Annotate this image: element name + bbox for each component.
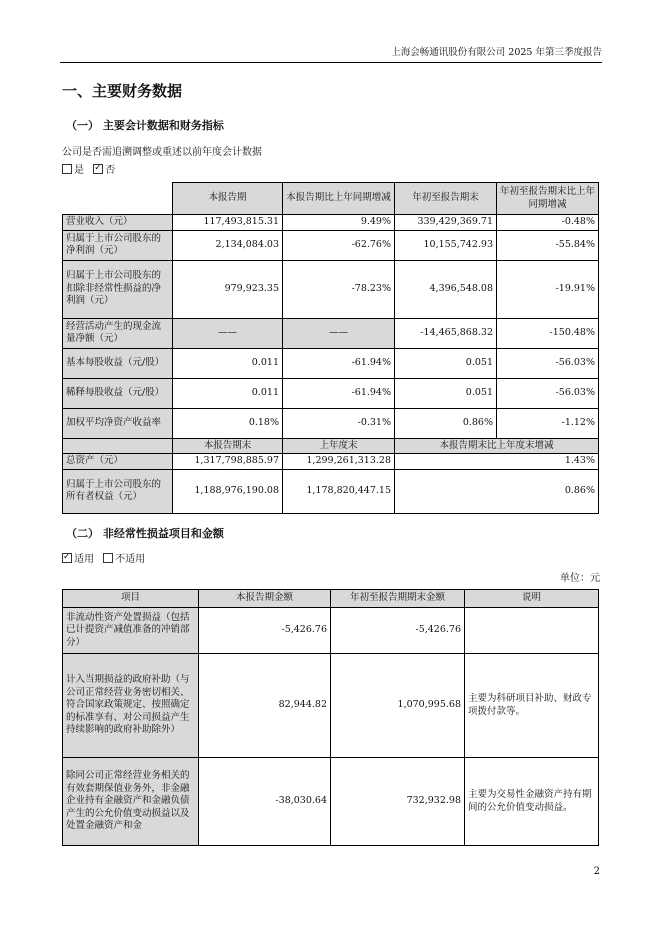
table1-col-current: 本报告期: [173, 183, 283, 215]
section-title: 一、主要财务数据: [62, 82, 183, 100]
cell: 4,396,548.08: [395, 260, 497, 318]
table2-header-row: [63, 590, 599, 608]
cell-na: ——: [283, 318, 395, 348]
subsection-title-1: （一） 主要会计数据和财务指标: [66, 119, 224, 132]
cell-note: 主要为科研项目补助、财政专项拨付款等。: [465, 654, 599, 758]
table1-header-row: [63, 183, 599, 215]
unit-label: 单位：元: [560, 573, 600, 584]
cell: -150.48%: [497, 318, 599, 348]
checkbox-yes[interactable]: [62, 164, 72, 174]
cell: -0.48%: [497, 215, 599, 231]
row-label: 非流动性资产处置损益（包括已计提资产减值准备的冲销部分）: [63, 608, 199, 654]
cell: 0.86%: [395, 469, 599, 513]
table-row: [63, 318, 599, 348]
table2-col-ytd: 年初至报告期期末金额: [331, 590, 465, 608]
row-label: 归属于上市公司股东的所有者权益（元）: [63, 469, 173, 513]
table1-col-ytd-change: 年初至报告期末比上年同期增减: [497, 183, 599, 215]
table1-col-prior-year-end: 上年度末: [283, 438, 395, 454]
option-applicable-label: 适用: [74, 554, 94, 565]
cell: 0.051: [395, 378, 497, 408]
cell: -38,030.64: [199, 758, 331, 846]
cell: 82,944.82: [199, 654, 331, 758]
cell: -61.94%: [283, 378, 395, 408]
cell: -1.12%: [497, 408, 599, 438]
cell-na: ——: [173, 318, 283, 348]
page-header: [60, 46, 602, 63]
table-row: [63, 608, 599, 654]
table-row: [63, 260, 599, 318]
row-label: 归属于上市公司股东的净利润（元）: [63, 230, 173, 260]
cell: -55.84%: [497, 230, 599, 260]
cell: 0.18%: [173, 408, 283, 438]
cell: 0.011: [173, 348, 283, 378]
cell: 0.051: [395, 348, 497, 378]
table-row: [63, 348, 599, 378]
table-row: [63, 378, 599, 408]
row-label: 加权平均净资产收益率: [63, 408, 173, 438]
cell: -78.23%: [283, 260, 395, 318]
cell: 1,178,820,447.15: [283, 469, 395, 513]
key-financial-table: [62, 182, 599, 514]
cell: 0.011: [173, 378, 283, 408]
table-row: [63, 230, 599, 260]
restatement-question: 公司是否需追溯调整或重述以前年度会计数据: [62, 147, 262, 158]
option-not-applicable-label: 不适用: [115, 554, 146, 565]
option-yes-label: 是: [74, 165, 84, 176]
table1-col-ytd: 年初至报告期末: [395, 183, 497, 215]
row-label: 营业收入（元）: [63, 215, 173, 231]
cell: -5,426.76: [199, 608, 331, 654]
row-label: 除同公司正常经营业务相关的有效套期保值业务外，非金融企业持有金融资产和金融负债产生的公允价值变动损益以及处置金融资产和金: [63, 758, 199, 846]
table-row: [63, 469, 599, 513]
cell: 117,493,815.31: [173, 215, 283, 231]
cell-note: [465, 608, 599, 654]
cell: 1,317,798,885.97: [173, 454, 283, 470]
table1-subheader-row: [63, 438, 599, 454]
cell: 1.43%: [395, 454, 599, 470]
cell: 339,429,369.71: [395, 215, 497, 231]
cell: 1,070,995.68: [331, 654, 465, 758]
applicability-options: [62, 553, 145, 567]
subsection-title-2: （二） 非经常性损益项目和金额: [66, 527, 224, 540]
table1-col-period-change: 本报告期末比上年度末增减: [395, 438, 599, 454]
cell: 2,134,084.03: [173, 230, 283, 260]
cell: 9.49%: [283, 215, 395, 231]
cell: -19.91%: [497, 260, 599, 318]
cell: -0.31%: [283, 408, 395, 438]
table2-col-item: 项目: [63, 590, 199, 608]
page-number: 2: [593, 866, 600, 877]
row-label: 经营活动产生的现金流量净额（元）: [63, 318, 173, 348]
table-row: [63, 454, 599, 470]
cell-note: 主要为交易性金融资产持有期间的公允价值变动损益。: [465, 758, 599, 846]
checkbox-applicable-checked[interactable]: [62, 553, 72, 563]
option-no-label: 否: [105, 165, 116, 176]
table1-col-period-end: 本报告期末: [173, 438, 283, 454]
table-row: [63, 408, 599, 438]
report-title: 上海会畅通讯股份有限公司 2025 年第三季度报告: [391, 47, 602, 58]
non-recurring-table: [62, 589, 599, 846]
cell: 10,155,742.93: [395, 230, 497, 260]
cell: -56.03%: [497, 378, 599, 408]
cell: 1,299,261,313.28: [283, 454, 395, 470]
cell: 0.86%: [395, 408, 497, 438]
checkbox-no-checked[interactable]: [93, 164, 103, 174]
row-label: 归属于上市公司股东的扣除非经常性损益的净利润（元）: [63, 260, 173, 318]
cell: 979,923.35: [173, 260, 283, 318]
row-label: 计入当期损益的政府补助（与公司正常经营业务密切相关、符合国家政策规定、按照确定的标准享有、对公司损益产生持续影响的政府补助除外）: [63, 654, 199, 758]
table1-col-current-change: 本报告期比上年同期增减: [283, 183, 395, 215]
row-label: 基本每股收益（元/股）: [63, 348, 173, 378]
table1-subheader-corner: [63, 438, 173, 454]
cell: -14,465,868.32: [395, 318, 497, 348]
table2-col-note: 说明: [465, 590, 599, 608]
row-label: 稀释每股收益（元/股）: [63, 378, 173, 408]
cell: -61.94%: [283, 348, 395, 378]
table-row: [63, 758, 599, 846]
table1-corner: [63, 183, 173, 215]
cell: 732,932.98: [331, 758, 465, 846]
cell: -62.76%: [283, 230, 395, 260]
table2-col-current: 本报告期金额: [199, 590, 331, 608]
table-row: [63, 654, 599, 758]
table-row: [63, 215, 599, 231]
restatement-options: [62, 164, 115, 178]
checkbox-not-applicable[interactable]: [103, 553, 113, 563]
cell: 1,188,976,190.08: [173, 469, 283, 513]
cell: -5,426.76: [331, 608, 465, 654]
row-label: 总资产（元）: [63, 454, 173, 470]
cell: -56.03%: [497, 348, 599, 378]
